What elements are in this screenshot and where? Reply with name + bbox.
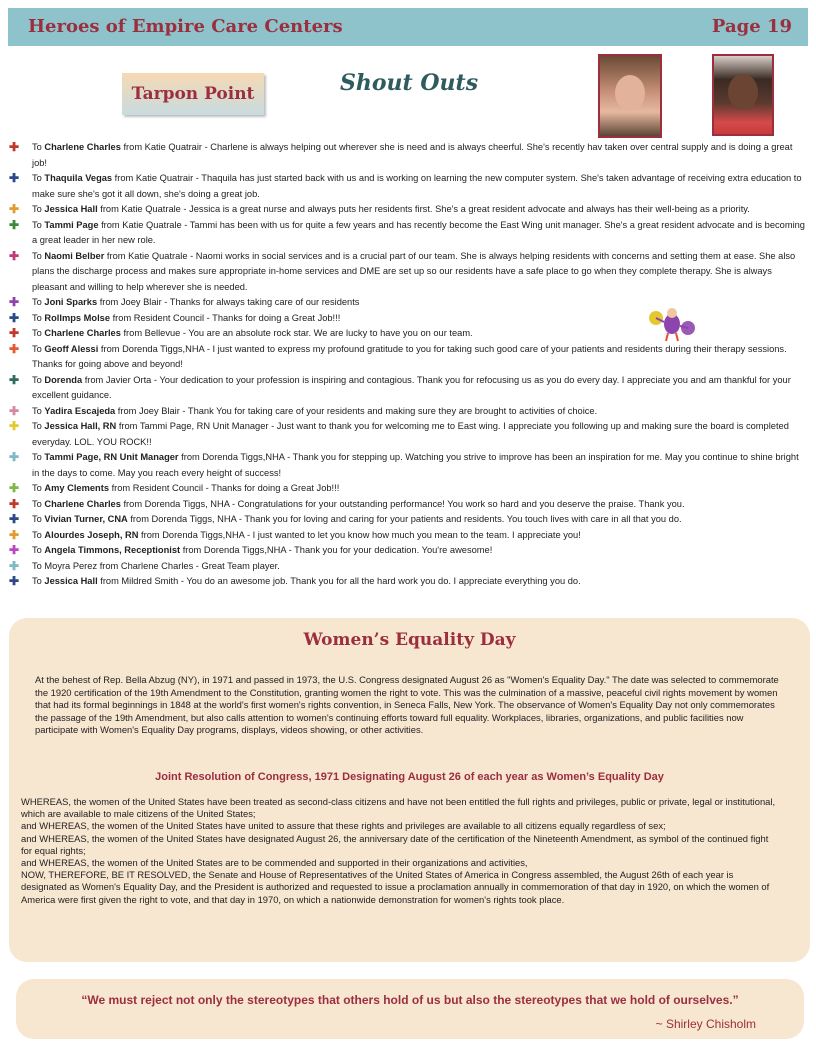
shout-prefix: To	[32, 514, 45, 524]
recipient-name: Vivian Turner, CNA	[44, 514, 128, 524]
shout-out-item	[8, 342, 808, 373]
shout-out-item	[8, 140, 808, 171]
shout-out-item	[8, 559, 808, 575]
page-header	[8, 8, 808, 46]
plus-bullet-icon: ✚	[8, 450, 20, 464]
recipient-name: Charlene Charles	[44, 498, 121, 509]
section-title-shout-outs: Shout Outs	[340, 70, 479, 96]
shout-out-item	[8, 218, 808, 249]
resolution-clause: and WHEREAS, the women of the United States have designated August 26, the anniversary date of the certification of the Nineteenth Amendment, as symbol of the continued fight for equal rights;	[21, 832, 769, 856]
shout-out-item	[8, 419, 808, 450]
shout-prefix: To	[32, 328, 45, 338]
shout-message: from Katie Quatrair - Charlene is always helping out wherever she is need and is always cheerful. She's recently hav taken over central supply and is doing a great job!	[32, 142, 793, 168]
resolution-clause: WHEREAS, the women of the United States have been treated as second-class citizens and have not been entitled the full rights and privileges, public or private, legal or institutional, which are available to male citizens of the United States;	[21, 796, 776, 820]
shout-message: from Resident Council - Thanks for doing a Great Job!!!	[110, 312, 341, 323]
shout-out-item	[8, 295, 808, 311]
shout-message: from Dorenda Tiggs,NHA - Thank you for stepping up. Watching you strive to improve has been an inspiration for me. May you continue to shine bright in the days to come. May you reach every height of success!	[32, 452, 799, 478]
plus-bullet-icon: ✚	[8, 140, 20, 154]
shout-out-item	[8, 249, 808, 296]
staff-photo-2	[712, 54, 774, 136]
plus-bullet-icon: ✚	[8, 543, 20, 557]
shout-out-item	[8, 404, 808, 420]
shout-message: from Tammi Page, RN Unit Manager - Just want to thank you for welcoming me to East wing. I appreciate you following up and making sure the board is completed everyday. LOL. YOU ROCK!!	[32, 421, 789, 447]
shout-out-item	[8, 543, 808, 559]
shout-prefix: To	[32, 173, 45, 183]
shout-message: from Joey Blair - Thank You for taking care of your residents and making sure they are brought to activities of choice.	[115, 405, 598, 416]
recipient-name: Thaquila Vegas	[44, 173, 113, 183]
recipient-name: Joni Sparks	[44, 297, 98, 307]
plus-bullet-icon: ✚	[8, 217, 20, 232]
shout-message: from Javier Orta - Your dedication to your profession is inspiring and contagious. Thank you for refocusing us as you do every day. I appreciate you and am thankful for your excellent guidance.	[32, 374, 791, 400]
page-number: Page 19	[711, 16, 792, 37]
staff-photo-1	[598, 54, 662, 138]
equality-paragraph: At the behest of Rep. Bella Abzug (NY), in 1971 and passed in 1973, the U.S. Congress designated August 26 as "Women's Equality Day." The date was selected to commemorate the 1920 certification of the 19th Amendment to the Constitution, granting women the right to vote. This was the culmination of a massive, peaceful civil rights movement by women that had its formal beginnings in 1848 at the world's first women's rights convention, in Seneca Falls, New York. The observance of Women's Equality Day not only commemorates the passage of the 19th Amendment, but also calls attention to women's continuing efforts toward full equality. Workplaces, libraries, organizations, and public facilities now participate with Women's Equality Day programs, displays, videos showing, or other activities.	[35, 674, 779, 736]
shout-prefix: To	[32, 576, 45, 586]
shout-message: from Dorenda Tiggs,NHA - Thank you for your dedication. You're awesome!	[180, 545, 493, 555]
shout-out-item	[8, 512, 808, 528]
shout-out-item	[8, 311, 808, 327]
plus-bullet-icon: ✚	[8, 310, 20, 325]
face-shape	[728, 74, 758, 110]
recipient-name: Angela Timmons, Receptionist	[44, 545, 181, 555]
shout-prefix: To	[32, 204, 45, 214]
recipient-name: Charlene Charles	[44, 142, 121, 152]
shout-out-list	[8, 140, 808, 590]
shout-prefix: To	[32, 142, 45, 152]
shout-message: from Katie Quatrale - Jessica is a great nurse and always puts her residents first. She's a great resident advocate and always has their well-being as a priority.	[97, 204, 750, 214]
plus-bullet-icon: ✚	[8, 574, 20, 588]
newsletter-title: Heroes of Empire Care Centers	[28, 16, 343, 37]
shout-out-item	[8, 574, 808, 590]
recipient-name: Amy Clements	[44, 483, 109, 493]
resolution-text	[21, 796, 781, 906]
shout-out-item	[8, 528, 808, 544]
plus-bullet-icon: ✚	[8, 496, 20, 511]
recipient-name: Tammi Page	[44, 219, 99, 230]
shout-prefix: To Moyra Perez	[32, 560, 98, 571]
shout-message: from Dorenda Tiggs,NHA - I just wanted to let you know how much you mean to the team. I appreciate you!	[138, 529, 581, 540]
shout-message: from Charlene Charles - Great Team player.	[97, 560, 280, 571]
plus-bullet-icon: ✚	[8, 512, 20, 526]
plus-bullet-icon: ✚	[8, 527, 20, 542]
recipient-name: Dorenda	[44, 374, 83, 385]
shout-out-item	[8, 373, 808, 404]
shout-prefix: To	[32, 498, 45, 509]
recipient-name: Alourdes Joseph, RN	[44, 529, 139, 540]
recipient-name: Tammi Page, RN Unit Manager	[44, 452, 179, 462]
shout-message: from Dorenda Tiggs,NHA - I just wanted to express my profound gratitude to you for taking such good care of your patients and residents during their therapy sessions. Thanks for going above and beyond!	[32, 343, 787, 369]
shout-prefix: To	[32, 219, 45, 230]
plus-bullet-icon: ✚	[8, 403, 20, 418]
plus-bullet-icon: ✚	[8, 341, 20, 356]
facility-label: Tarpon Point	[122, 73, 264, 115]
plus-bullet-icon: ✚	[8, 171, 20, 185]
plus-bullet-icon: ✚	[8, 419, 20, 433]
section-heading: Women’s Equality Day	[303, 630, 516, 650]
shout-out-item	[8, 450, 808, 481]
shout-prefix: To	[32, 452, 45, 462]
womens-equality-section	[9, 618, 810, 962]
resolution-clause: NOW, THEREFORE, BE IT RESOLVED, the Senate and House of Representatives of the United States of America in Congress assembled, the August 26th of each year is designated as Women's Equality Day, and the President is authorized and requested to issue a proclamation annually in commemoration of that day in 1920, on which the women of America were first given the right to vote, and that day in 1970, on which a nationwide demonstration for women's rights took place.	[21, 869, 770, 905]
resolution-clause: and WHEREAS, the women of the United States are to be commended and supported in their organizations and activities,	[21, 857, 528, 869]
recipient-name: Geoff Alessi	[44, 343, 99, 354]
shout-prefix: To	[32, 483, 45, 493]
plus-bullet-icon: ✚	[8, 558, 20, 573]
plus-bullet-icon: ✚	[8, 372, 20, 387]
recipient-name: Rollmps Molse	[44, 312, 111, 323]
shout-out-item	[8, 171, 808, 202]
shout-message: from Bellevue - You are an absolute rock star. We are lucky to have you on our team.	[120, 328, 473, 338]
shout-message: from Dorenda Tiggs, NHA - Thank you for loving and caring for your patients and residents. You touch lives with care in all that you do.	[127, 514, 682, 524]
plus-bullet-icon: ✚	[8, 326, 20, 340]
shout-prefix: To	[32, 297, 45, 307]
shout-out-item	[8, 202, 808, 218]
quote-box	[16, 979, 804, 1039]
shout-prefix: To	[32, 529, 45, 540]
quote-author: ~ Shirley Chisholm	[655, 1017, 756, 1031]
shout-message: from Mildred Smith - You do an awesome job. Thank you for all the hard work you do. I appreciate everything you do.	[97, 576, 581, 586]
resolution-clause: and WHEREAS, the women of the United States have united to assure that these rights and privileges are available to all citizens equally regardless of sex;	[21, 820, 666, 832]
plus-bullet-icon: ✚	[8, 248, 20, 263]
recipient-name: Jessica Hall, RN	[44, 421, 117, 431]
shout-out-item	[8, 497, 808, 513]
shout-message: from Resident Council - Thanks for doing a Great Job!!!	[109, 483, 340, 493]
recipient-name: Charlene Charles	[44, 328, 121, 338]
shout-prefix: To	[32, 374, 45, 385]
recipient-name: Naomi Belber	[44, 250, 105, 261]
shout-message: from Katie Quatrale - Tammi has been with us for quite a few years and has recently become the East Wing unit manager. She's a great resident advocate and is becoming a great leader in her new role.	[32, 219, 805, 245]
shout-prefix: To	[32, 405, 45, 416]
shout-message: from Katie Quatrair - Thaquila has just started back with us and is working on learning the new computer system. She's taken advantage of receiving extra education to make sure she's got it all down, she's doing a great job.	[32, 173, 802, 199]
shout-prefix: To	[32, 343, 45, 354]
shout-message: from Joey Blair - Thanks for always taking care of our residents	[97, 297, 360, 307]
plus-bullet-icon: ✚	[8, 295, 20, 309]
recipient-name: Yadira Escajeda	[44, 405, 116, 416]
shout-prefix: To	[32, 545, 45, 555]
shout-message: from Katie Quatrale - Naomi works in social services and is a crucial part of our team. She is always helping residents with concerns and setting them at ease. She also plans the discharge process and makes sure appropriate in-home services and DME are set up so our residents have a safe place to go when they complete therapy. She is always pleasant and willing to help wherever she is needed.	[32, 250, 796, 292]
shout-out-item	[8, 326, 808, 342]
recipient-name: Jessica Hall	[44, 576, 98, 586]
shout-prefix: To	[32, 312, 45, 323]
recipient-name: Jessica Hall	[44, 204, 98, 214]
shout-prefix: To	[32, 250, 45, 261]
shout-message: from Dorenda Tiggs, NHA - Congratulations for your outstanding performance! You work so hard and you deserve the praise. Thank you.	[120, 498, 685, 509]
plus-bullet-icon: ✚	[8, 481, 20, 495]
plus-bullet-icon: ✚	[8, 202, 20, 216]
face-shape	[615, 75, 645, 111]
resolution-heading: Joint Resolution of Congress, 1971 Designating August 26 of each year as Women’s Equality Day	[155, 771, 664, 783]
shout-out-item	[8, 481, 808, 497]
shout-prefix: To	[32, 421, 45, 431]
quote-text: “We must reject not only the stereotypes that others hold of us but also the stereotypes that we hold of ourselves.”	[81, 993, 739, 1007]
